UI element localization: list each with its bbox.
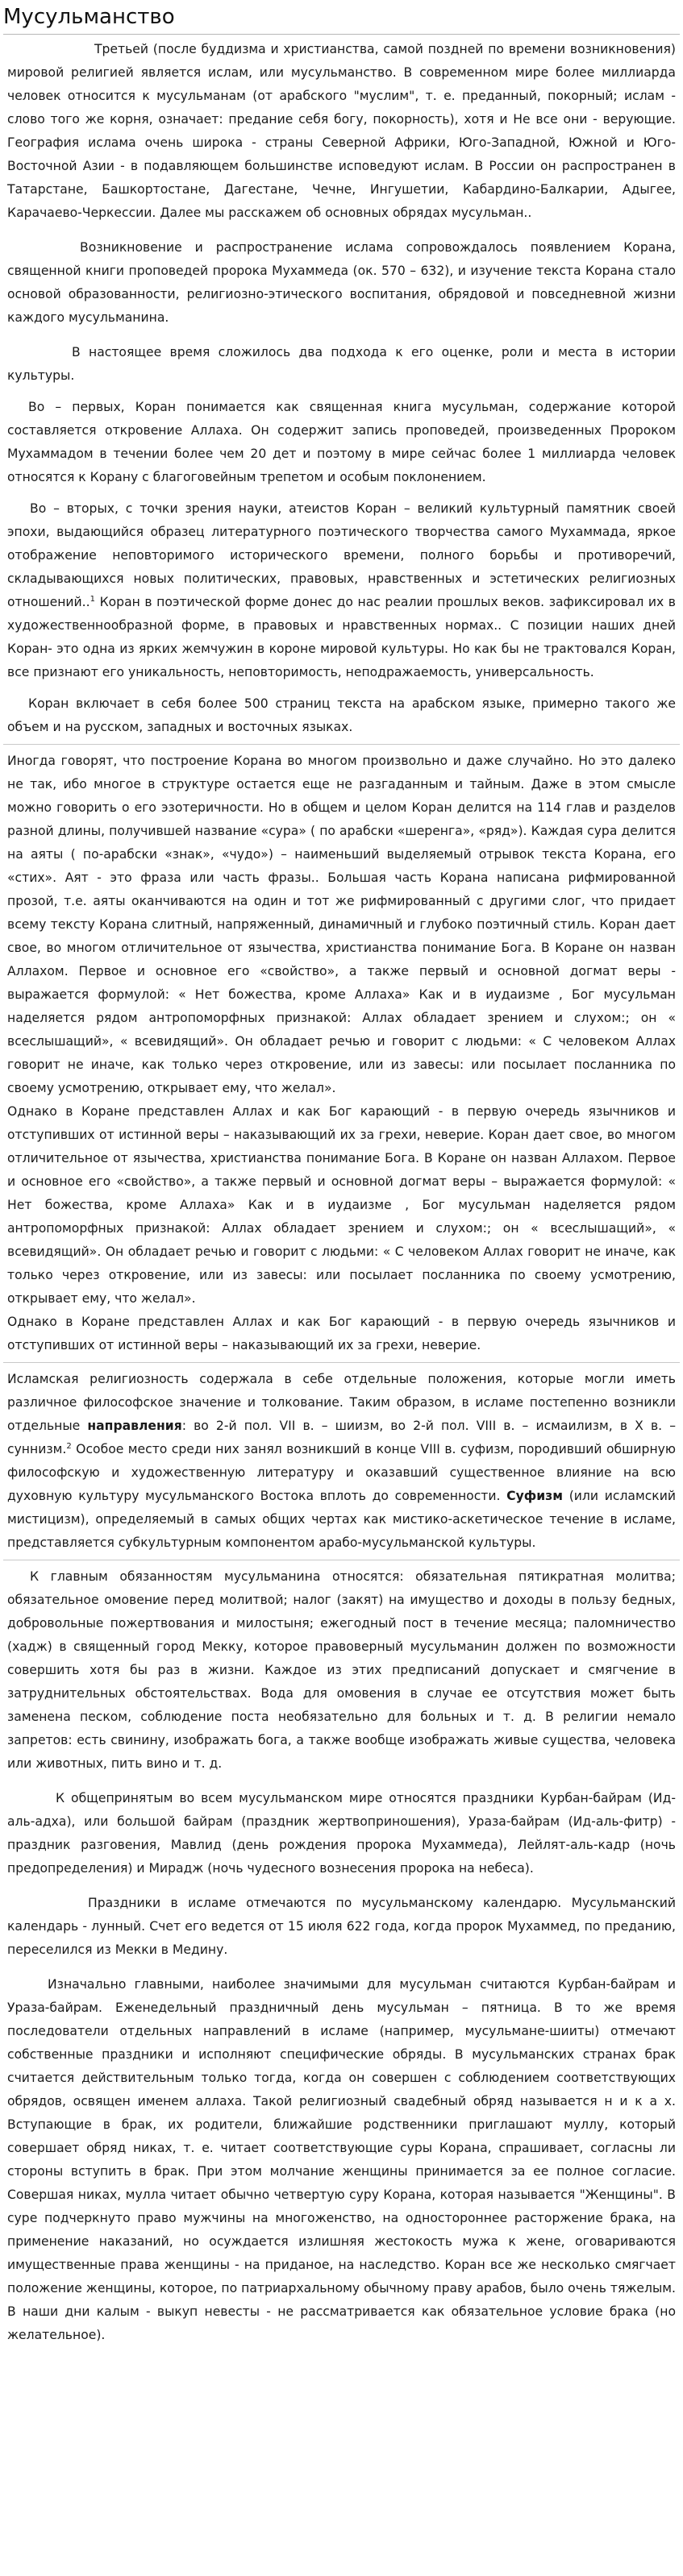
section-directions [0, 1368, 683, 1555]
paragraph: Во – первых, Коран понимается как священная книга мусульман, содержание которой составляется откровение Аллаха. Он содержит запись проповедей, произведенных Пророком Мухаммадом в течении более чем 20 дет и поэтому в мире сейчас более 1 миллиарда человек относятся к Корану с благоговейным трепетом и особым поклонением. [7, 400, 676, 484]
section-rituals [0, 1565, 683, 2347]
footnote-marker: 2 [66, 1441, 72, 1451]
paragraph: Изначально главными, наиболее значимыми для мусульман считаются Курбан-байрам и Ураза-байрам. Еженедельный праздничный день мусульман – пятница. В то же время последователи отдельных направлений в исламе (например, мусульмане-шииты) отмечают собственные праздники и исполняют специфические обряды. В мусульманских странах брак считается действительным только тогда, когда он совершен с соблюдением соответствующих обрядов, освящен именем аллаха. Такой религиозный свадебный обряд называется н и к а х. Вступающие в брак, их родители, ближайшие родственники приглашают муллу, который совершает обряд никах, т. е. читает соответствующие суры Корана, спрашивает, согласны ли стороны вступить в брак. При этом молчание женщины принимается за ее полное согласие. Совершая никах, мулла читает обычно четвертую суру Корана, которая называется "Женщины". В суре подчеркнуто право мужчины на многоженство, на одностороннее расторжение брака, на применение наказаний, но осуждается излишняя жестокость мужа к жене, оговариваются имущественные права женщины - на приданое, на наследство. Коран все же несколько смягчает положение женщины, которое, по патриархальному обычному праву арабов, было очень тяжелым. В наши дни калым - выкуп невесты - не рассматривается как обязательное условие брака (но желательное). [7, 1977, 676, 2342]
page-title: Мусульманство [3, 5, 175, 29]
paragraph-text: Исламская религиозность содержала в себе отдельные положения, которые могли иметь различное философское значение и толкование. Таким образом, в исламе постепенно возникли отдельные [7, 1372, 676, 1433]
paragraph: Коран включает в себя более 500 страниц текста на арабском языке, примерно такого же объем и на русском, западных и восточных языках. [7, 696, 676, 734]
section-divider [3, 744, 680, 745]
paragraph: В настоящее время сложилось два подхода к его оценке, роли и места в истории культуры. [7, 345, 676, 383]
section-koran-structure [0, 750, 683, 1357]
section-divider [3, 1362, 680, 1363]
paragraph: Однако в Коране представлен Аллах и как Бог карающий - в первую очередь язычников и отступивших от истинной веры – наказывающий их за грехи, неверие. Коран дает свое, во многом отличительное от язычества, христианства понимание Бога. В Коране он назван Аллахом. Первое и основное его «свойство», а также первый и основной догмат веры – выражается формулой: « Нет божества, кроме Аллаха» Как и в иудаизме , Бог мусульман наделяется рядом антропоморфных признакой: Аллах обладает зрением и слухом:; он « всеслышащий», « всевидящий». Он обладает речью и говорит с людьми: « С человеком Аллах говорит не иначе, как только через откровение, или из завесы: или посылает посланника по своему усмотрению, открывает ему, что желал». [7, 1104, 676, 1306]
paragraph-text: Во – вторых, с точки зрения науки, атеистов Коран – великий культурный памятник своей эпохи, выдающийся образец литературного поэтического творчества самого Мухаммада, яркое отображение неповторимого исторического времени, полного борьбы и противоречий, складывающихся новых политических, правовых, нравственных и эстетических религиозных отношений.. [7, 501, 676, 609]
paragraph: Однако в Коране представлен Аллах и как Бог карающий - в первую очередь язычников и отступивших от истинной веры – наказывающий их за грехи, неверие. [7, 1315, 676, 1352]
bold-term: Суфизм [506, 1489, 563, 1503]
paragraph-text: Коран в поэтической форме донес до нас реалии прошлых веков. зафиксировал их в художественнообразной форме, в правовых и нравственных нормах.. С позиции наших дней Коран- это одна из ярких жемчужин в короне мировой культуры. Но как бы не трактовался Коран, все признают его уникальность, неповторимость, неподражаемость, универсальность. [7, 595, 676, 679]
paragraph: Третьей (после буддизма и христианства, самой поздней по времени возникновения) мировой религией является ислам, или мусульманство. В современном мире более миллиарда человек относится к мусульманам (от арабского "муслим", т. е. преданный, покорный; ислам - слово того же корня, означает: предание себя богу, покорность), хотя и Не все они - верующие. География ислама очень широка - страны Северной Африки, Юго-Западной, Южной и Юго-Восточной Азии - в подавляющем большинстве исповедуют ислам. В России он распространен в Татарстане, Башкортостане, Дагестане, Чечне, Ингушетии, Кабардино-Балкарии, Адыгее, Карачаево-Черкессии. Далее мы расскажем об основных обрядах мусульман.. [7, 42, 676, 220]
paragraph: Возникновение и распространение ислама сопровождалось появлением Корана, священной книги проповедей пророка Мухаммеда (ок. 570 – 632), и изучение текста Корана стало основой образованности, религиозно-этического воспитания, обрядовой и повседневной жизни каждого мусульманина. [7, 240, 676, 325]
footnote-marker: 1 [90, 594, 95, 604]
bold-term: направления [87, 1419, 182, 1433]
paragraph: Праздники в исламе отмечаются по мусульманскому календарю. Мусульманский календарь - лунный. Счет его ведется от 15 июля 622 года, когда пророк Мухаммед, по преданию, переселился из Мекки в Медину. [7, 1896, 676, 1957]
paragraph [7, 497, 676, 684]
paragraph: Исламская религиозность содержала в себе отдельные положения, которые могли иметь различное философское значение и толкование. Таким образом, в исламе постепенно возникли отдельные направления: во 2-й пол. VII в. – шиизм, во 2-й пол. VIII в. – исмаилизм, в Х в. – суннизм.$^2$ Особое место среди них занял возникший в конце VIII в. суфизм, породивший обширную философскую и художественную литературу и оказавший существенное влияние на всю духовную культуру мусульманского Востока вплоть до современности. Суфизм (или исламский мистицизм), определяемый в самых общих чертах как мистико-аскетическое течение в исламе, представляется субкультурным компонентом арабо-мусульманской культуры. [7, 1372, 676, 1550]
paragraph: К главным обязанностям мусульманина относятся: обязательная пятикратная молитва; обязательное омовение перед молитвой; налог (закят) на имущество и доходы в пользу бедных, добровольные пожертвования и милостыня; ежегодный пост в течение месяца; паломничество (хадж) в священный город Мекку, которое правоверный мусульманин должен по возможности совершить хотя бы раз в жизни. Каждое из этих предписаний допускает и смягчение в затруднительных обстоятельствах. Вода для омовения в случае ее отсутствия может быть заменена песком, соблюдение поста необязательно для больных и т. д. В религии немало запретов: есть свинину, изображать бога, а также вообще изображать живые существа, человека или животных, пить вино и т. д. [7, 1569, 676, 1771]
section-intro [0, 35, 683, 739]
paragraph: Иногда говорят, что построение Корана во многом произвольно и даже случайно. Но это далеко не так, ибо многое в структуре остается еще не разгаданным и тайным. Даже в этом смысле можно говорить о его эзотеричности. Но в общем и целом Коран делится на 114 глав и разделов разной длины, получившей название «сура» ( по арабски «шеренга», «ряд»). Каждая сура делится на аяты ( по-арабски «знак», «чудо») – наименьший выделяемый отрывок текста Корана, его «стих». Аят - это фраза или часть фразы.. Большая часть Корана написана рифмированной прозой, т.е. аяты оканчиваются на один и тот же рифмированный с другими слог, что придает всему тексту Корана слитный, напряженный, динамичный и глубоко поэтичный стиль. Коран дает свое, во многом отличительное от язычества, христианства понимание Бога. В Коране он назван Аллахом. Первое и основное его «свойство», а также первый и основной догмат веры - выражается формулой: « Нет божества, кроме Аллаха» Как и в иудаизме , Бог мусульман наделяется рядом антропоморфных признакой: Аллах обладает зрением и слухом:; он « всеслышащий», « всевидящий». Он обладает речью и говорит с людьми: « С человеком Аллах говорит не иначе, как только через откровение, или из завесы: или посылает посланника по своему усмотрению, открывает ему, что желал». [7, 754, 676, 1095]
paragraph: К общепринятым во всем мусульманском мире относятся праздники Курбан-байрам (Ид-аль-адха), или большой байрам (праздник жертвоприношения), Ураза-байрам (Ид-аль-фитр) - праздник разговения, Мавлид (день рождения пророка Мухаммеда), Лейлят-аль-кадр (ночь предопределения) и Мирадж (ночь чудесного вознесения пророка на небеса). [7, 1791, 676, 1876]
